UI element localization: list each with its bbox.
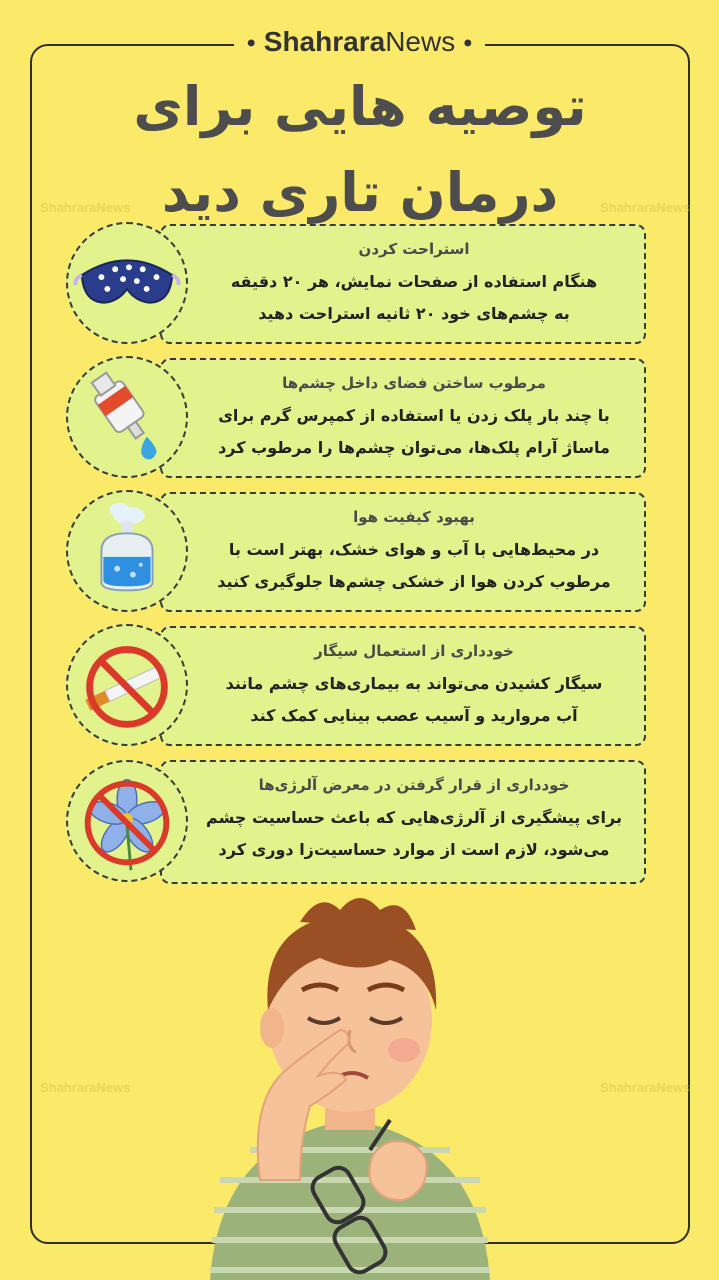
tip-card-air-quality bbox=[160, 492, 646, 612]
tip-text: سیگار کشیدن می‌تواند به بیماری‌های چشم مانند آب مروارید و آسیب عصب بینایی کمک کند bbox=[225, 674, 603, 725]
sleep-mask-icon bbox=[66, 222, 188, 344]
tip-heading: بهبود کیفیت هوا bbox=[353, 508, 475, 526]
tip-card-no-smoking bbox=[160, 626, 646, 746]
tip-card-rest bbox=[160, 224, 646, 344]
person-rubbing-eyes-illustration bbox=[190, 880, 510, 1280]
tip-card-allergens bbox=[160, 760, 646, 884]
tip-heading: خودداری از استعمال سیگار bbox=[314, 642, 514, 660]
eye-drops-icon bbox=[66, 356, 188, 478]
watermark: ShahraraNews bbox=[40, 1080, 131, 1095]
tip-heading: خودداری از قرار گرفتن در معرض آلرژی‌ها bbox=[258, 776, 570, 794]
tip-heading: استراحت کردن bbox=[358, 240, 470, 258]
tip-text: برای پیشگیری از آلرژی‌هایی که باعث حساسیت چشم می‌شود، لازم است از موارد حساسیت‌زا دوری کرد bbox=[206, 808, 622, 859]
watermark: ShahraraNews bbox=[40, 200, 131, 215]
watermark: ShahraraNews bbox=[600, 200, 691, 215]
tip-card-moisturize bbox=[160, 358, 646, 478]
tip-text: در محیط‌هایی با آب و هوای خشک، بهتر است با مرطوب کردن هوا از خشکی چشم‌ها جلوگیری کنید bbox=[217, 540, 611, 591]
page-title: توصیه هایی برای درمان تاری دید bbox=[133, 75, 587, 224]
no-smoking-icon bbox=[66, 624, 188, 746]
tip-text: با چند بار پلک زدن یا استفاده از کمپرس گرم برای ماساژ آرام پلک‌ها، می‌توان چشم‌ها را مرطوب کرد bbox=[218, 406, 610, 457]
no-allergen-flower-icon bbox=[66, 760, 188, 882]
tip-text: هنگام استفاده از صفحات نمایش، هر ۲۰ دقیقه به چشم‌های خود ۲۰ ثانیه استراحت دهید bbox=[230, 272, 598, 323]
watermark: ShahraraNews bbox=[600, 1080, 691, 1095]
humidifier-icon bbox=[66, 490, 188, 612]
brand-logo: ● ShahraraNews ● bbox=[0, 26, 719, 58]
tip-heading: مرطوب ساختن فضای داخل چشم‌ها bbox=[282, 374, 546, 392]
